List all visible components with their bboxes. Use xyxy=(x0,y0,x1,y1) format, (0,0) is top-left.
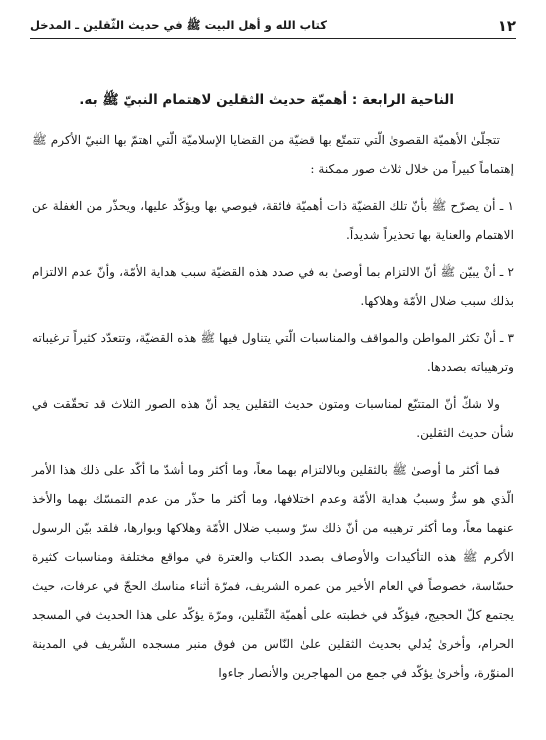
running-head xyxy=(30,14,516,38)
conclusion-paragraph: ولا شكّ أنّ المتتبّع لمناسبات ومتون حديث الثقلين يجد أنّ هذه الصور الثلاث قد تحقّقت في شأن حديث الثقلين. xyxy=(32,397,514,440)
page-number: ١٢ xyxy=(497,17,516,35)
section-heading: الناحية الرابعة : أهميّة حديث الثقلين لاهتمام النبيّ ﷺ به. xyxy=(79,92,454,108)
running-title: كتاب الله و أهل البيت ﷺ في حديث الثّقلين ـ المدخل xyxy=(30,17,327,32)
intro-paragraph: تتجلّىٰ الأهميّة القصوىٰ الّتي تتمتّع بها قضيّة من القضايا الإسلاميّة الّتي اهتمّ بها النبيّ الأكرم ﷺ إهتماماً كبيراً من خلال ثلاث صور ممكنة : xyxy=(32,133,514,176)
page-body xyxy=(32,88,514,696)
header-rule xyxy=(30,38,516,39)
point-1-paragraph: ١ ـ أن يصرّح ﷺ بأنّ تلك القضيّة ذات أهميّة فائقة، فيوصي بها ويؤكّد عليها، ويحذّر من الغفلة عن الاهتمام والعناية بها تحذيراً شديداً. xyxy=(32,199,514,242)
point-2-paragraph: ٢ ـ أنْ يبيّن ﷺ أنّ الالتزام بما أوصىٰ به في صدد هذه القضيّة سبب هداية الأمّة، وأنّ عدم الالتزام بذلك سبب ضلال الأمّة وهلاكها. xyxy=(32,265,514,308)
point-3-paragraph: ٣ ـ أنْ تكثر المواطن والمواقف والمناسبات الّتي يتناول فيها ﷺ هذه القضيّة، وتتعدّد كثيراً ترغيباته وترهيباته بصددها. xyxy=(32,331,514,374)
elaboration-paragraph: فما أكثر ما أوصىٰ ﷺ بالثقلين وبالالتزام بهما معاً، وما أكثر وما أشدّ ما أكّد على ذلك هذا الأمر الّذي هو سرُّ وسببُ هداية الأمّة وعدم اختلافها، وما أكثر ما حذّر من عدم التمسّك بهما والأخذ عنهما معاً، وما أكثر ترهيبه من أنّ ذلك سرّ وسبب ضلال الأمّة وهلاكها وبوارها، فلقد بيّن الرسول الأكرم ﷺ هذه التأكيدات والأوصاف بصدد الكتاب والعترة في مواقع مختلفة ومناسبات كثيرة حسّاسة، خصوصاً في العام الأخير من عمره الشريف، فمرّة أثناء مناسك الحجّ في عرفات، حيث يجتمع كلّ الحجيج، فيؤكّد في خطبته على أهميّة الثّقلين، ومرّة يؤكّد على هذا الحديث في المسجد الحرام، وأخرىٰ يُدلي بحديث الثقلين علىٰ النّاس من فوق منبر مسجده الشّريف في المدينة المنوّرة، وأخرىٰ يؤكّد في جمع من المهاجرين والأنصار جاءوا xyxy=(32,463,514,680)
